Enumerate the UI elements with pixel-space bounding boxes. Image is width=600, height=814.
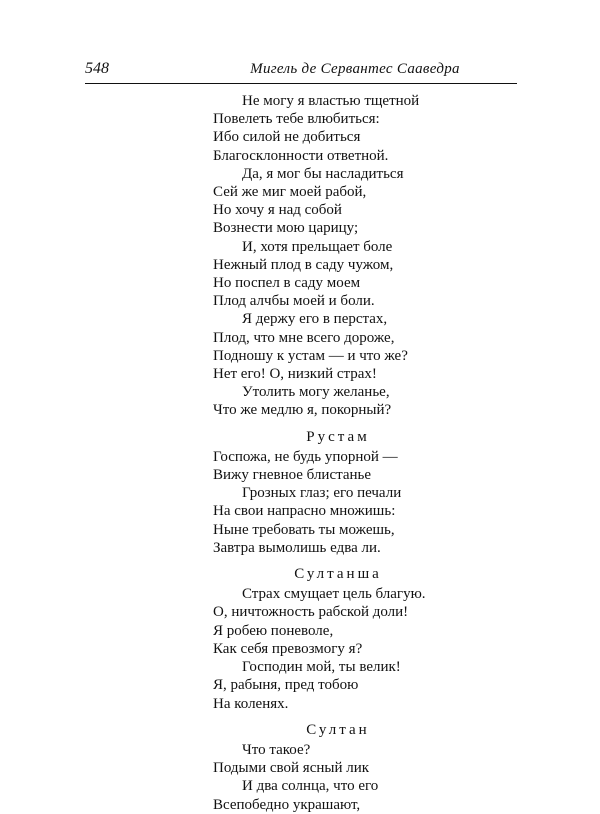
verse-line: И два солнца, что его (242, 778, 379, 795)
speaker-name: Рустам (306, 428, 370, 445)
verse-line: Госпожа, не будь упорной — (213, 448, 398, 465)
verse-line: На коленях. (213, 695, 289, 712)
verse-line: Я, рабыня, пред тобою (213, 677, 359, 694)
verse-line: Плод алчбы моей и боли. (213, 293, 375, 310)
verse-line: Я робею поневоле, (213, 622, 334, 639)
verse-line: Завтра вымолишь едва ли. (213, 539, 381, 556)
verse-line: Плод, что мне всего дороже, (213, 329, 395, 346)
verse-line: Благосклонности ответной. (213, 147, 389, 164)
verse-line: Грозных глаз; его печали (242, 485, 402, 502)
header-rule (85, 83, 517, 84)
verse-line: Вижу гневное блистанье (213, 467, 372, 484)
speaker-name: Султанша (294, 566, 382, 583)
verse-line: Вознести мою царицу; (213, 220, 359, 237)
verse-line: Не могу я властью тщетной (242, 93, 420, 109)
verse-line: Что такое? (242, 741, 311, 758)
verse-line: Ибо силой не добиться (213, 129, 361, 146)
verse-line: Подыми свой ясный лик (213, 760, 370, 777)
verse-line: Нежный плод в саду чужом, (213, 256, 394, 273)
verse-line: Да, я мог бы насладиться (242, 165, 404, 182)
verse-line: И, хотя прельщает боле (242, 238, 393, 255)
verse-line: Всепобедно украшают, (213, 796, 361, 813)
verse-line: Я держу его в перстах, (242, 311, 388, 328)
verse-line: Как себя превозмогу я? (213, 640, 363, 657)
verse-line: Но хочу я над собой (213, 202, 342, 219)
verse-line: Страх смущает цель благую. (242, 586, 426, 603)
verse-line: Но поспел в саду моем (213, 275, 361, 292)
verse-line: Господин мой, ты велик! (242, 659, 401, 676)
verse-line: О, ничтожность рабской доли! (213, 604, 409, 621)
verse-line: На свои напрасно множишь: (213, 503, 396, 520)
page-number: 548 (85, 60, 109, 77)
speaker-name: Султан (306, 721, 370, 738)
verse-line: Сей же миг моей рабой, (213, 184, 367, 201)
verse-line: Ныне требовать ты можешь, (213, 521, 395, 538)
poem-text (213, 92, 533, 814)
verse-line: Подношу к устам — и что же? (213, 347, 408, 364)
verse-line: Повелеть тебе влюбиться: (213, 111, 380, 128)
running-head: Мигель де Сервантес Сааведра (250, 61, 460, 77)
verse-line: Нет его! О, низкий страх! (213, 366, 377, 383)
verse-line: Что же медлю я, покорный? (213, 402, 392, 419)
verse-line: Утолить могу желанье, (242, 384, 390, 401)
